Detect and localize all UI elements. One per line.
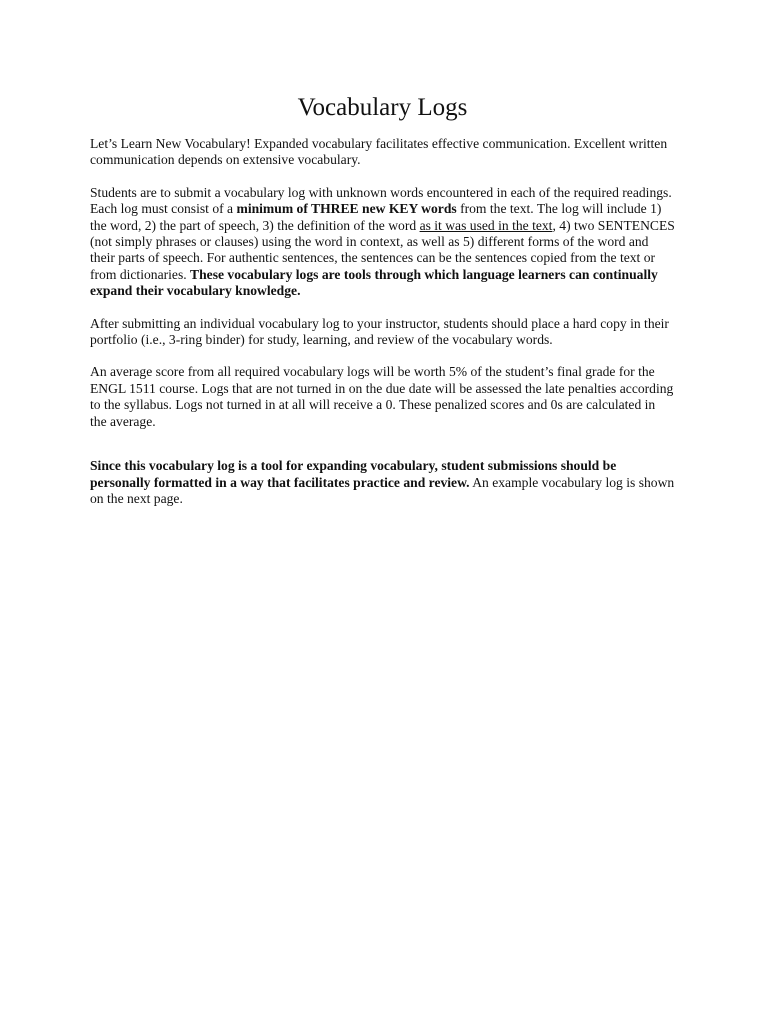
requirements-underlined-phrase: as it was used in the text (419, 217, 553, 233)
requirements-minimum-bold: minimum of THREE new KEY words (236, 201, 457, 217)
formatting-paragraph (90, 458, 675, 507)
grading-paragraph (90, 364, 675, 430)
document-title: Vocabulary Logs (297, 94, 468, 121)
grading-text: An average score from all required vocabulary logs will be worth 5% of the student’s final grade for the ENGL 1511 course. Logs that are not turned in on the due date will be assessed the late penalties according to the syllabus. Logs not turned in at all will receive a 0. These penalized scores and 0s are calculated in the average. (90, 364, 674, 429)
portfolio-text: After submitting an individual vocabulary log to your instructor, students should place a hard copy in their portfolio (i.e., 3-ring binder) for study, learning, and review of the vocabulary words. (90, 315, 669, 348)
formatting-text: An example vocabulary log is shown on the next page. (90, 474, 675, 506)
requirements-text-e: , 4) two SENTENCES (not simply phrases or clauses) using the word in context, as well as 5) different forms of the word and their parts of speech. For authentic sentences, the sentences can be the sentences copied from the text or from dictionaries. (90, 217, 675, 282)
requirements-text-a: Students are to submit a vocabulary log with unknown words encountered in each of the required readings. Each log must consist of a (90, 184, 672, 217)
requirements-text-c: from the text. The log will include 1) the word, 2) the part of speech, 3) the definition of the word (90, 201, 662, 233)
intro-paragraph (90, 136, 675, 169)
portfolio-paragraph (90, 316, 675, 349)
requirements-paragraph (90, 185, 675, 300)
intro-text: Let’s Learn New Vocabulary! Expanded vocabulary facilitates effective communication. Excellent written communication depends on extensive vocabulary. (90, 136, 668, 168)
formatting-bold: Since this vocabulary log is a tool for expanding vocabulary, student submissions should be personally formatted in a way that facilitates practice and review. (90, 458, 617, 490)
requirements-tools-bold: These vocabulary logs are tools through which language learners can continually expand their vocabulary knowledge. (90, 266, 658, 299)
document-page (90, 92, 675, 523)
